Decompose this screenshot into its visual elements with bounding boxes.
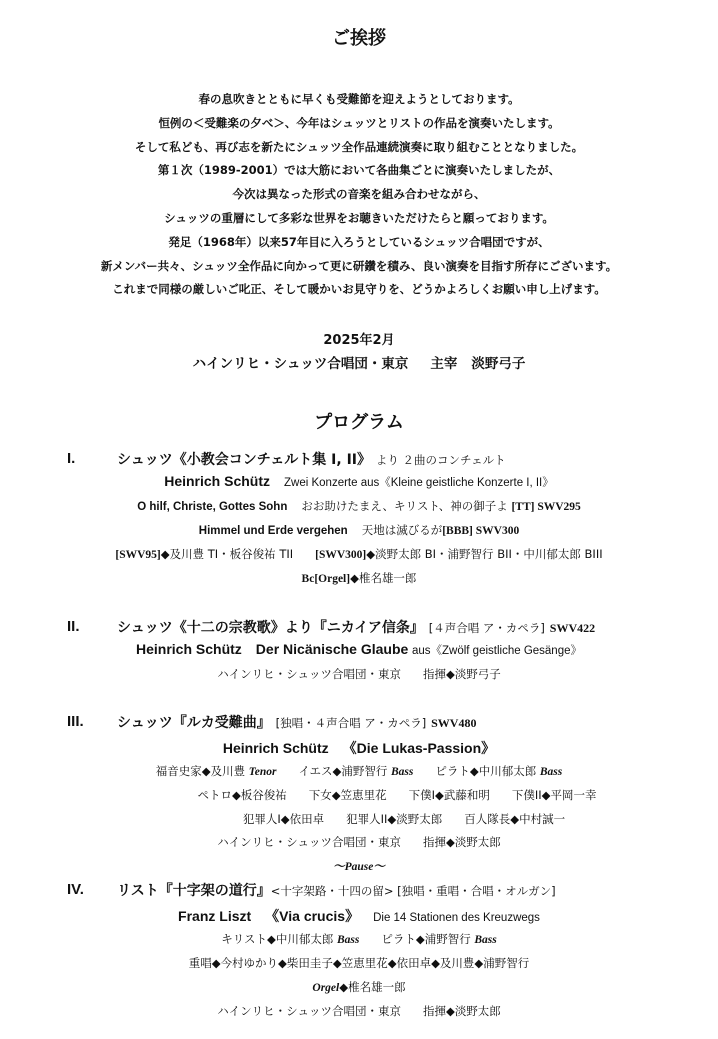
section-heading-sub: [独唱・４声合唱 ア・カペラ] (275, 716, 427, 730)
piece-catalog: [TT] SWV295 (511, 501, 581, 513)
cast-role: キリスト◆中川郁太郎 (221, 932, 334, 946)
composer: Franz Liszt (178, 908, 252, 924)
cast-role: 百人隊長◆中村誠一 (464, 812, 566, 826)
signature-role: 主宰 (430, 356, 458, 372)
piece-title-ja: 天地は滅びるが (361, 523, 443, 537)
work-title: 《Via crucis》 (265, 908, 360, 924)
greeting-text (0, 88, 718, 302)
conductor: 指揮◆淡野弓子 (422, 667, 501, 681)
section-heading-text: シュッツ《十二の宗教歌》より『ニカイア信条』 (117, 620, 424, 636)
section-catalog: SWV480 (431, 716, 477, 730)
greeting-line: 恒例の＜受難楽の夕べ＞、今年はシュッツとリストの作品を演奏いたします。 (158, 115, 560, 130)
section-heading-sub: [４声合唱 ア・カペラ] (428, 621, 545, 635)
greeting-line: そして私ども、再び志を新たにシュッツ全作品連続演奏に取り組むこととなりました。 (134, 139, 584, 154)
choir: ハインリヒ・シュッツ合唱団・東京 (217, 835, 401, 849)
greeting-line: 春の息吹きとともに早くも受難節を迎えようとしております。 (198, 92, 520, 106)
organist: ◆椎名雄一郎 (339, 980, 406, 994)
section-catalog: SWV422 (549, 621, 596, 635)
cast-role: 下女◆笠恵里花 (308, 788, 387, 802)
organ-line (0, 979, 718, 995)
work-title: Der Nicänische Glaube (255, 641, 409, 657)
greeting-signature (0, 352, 718, 372)
cast-role: イエス◆浦野智行 (298, 764, 388, 778)
choir-line (0, 1003, 718, 1019)
ensemble-line: 重唱◆今村ゆかり◆柴田圭子◆笠恵里花◆依田卓◆及川豊◆浦野智行 (188, 956, 530, 970)
piece-title-ja: おお助けたまえ、キリスト、神の御子よ (301, 499, 508, 513)
greeting-line: 第１次（1989-2001）では大筋において各曲集ごとに演奏いたしましたが、 (157, 163, 561, 178)
composer-line (0, 641, 718, 658)
composer: Heinrich Schütz (136, 641, 242, 657)
cast-role: 下僕II◆平岡一幸 (511, 788, 597, 802)
section-numeral: II. (67, 618, 80, 635)
cast-line (38, 787, 718, 803)
cast-line (0, 763, 718, 779)
work-title: 《Die Lukas-Passion》 (342, 740, 496, 756)
composer-line (0, 473, 718, 490)
piece-title-de: O hilf, Christe, Gottes Sohn (137, 501, 288, 513)
section-heading-text: シュッツ《小教会コンチェルト集 I, II》 (117, 452, 371, 468)
continuo-player: ◆椎名雄一郎 (350, 571, 417, 585)
section-heading-text: シュッツ『ルカ受難曲』 (117, 715, 271, 731)
performers-line (0, 546, 718, 562)
cast-role: ピラト◆中川郁太郎 (435, 764, 537, 778)
greeting-line: 発足（1968年）以来57年目に入ろうとしているシュッツ合唱団ですが、 (168, 234, 550, 249)
greeting-line: 今次は異なった形式の音楽を組み合わせながら、 (232, 187, 486, 202)
cast-line (0, 931, 718, 947)
section-heading (117, 617, 595, 637)
piece-catalog: [BBB] SWV300 (442, 525, 520, 537)
choir: ハインリヒ・シュッツ合唱団・東京 (217, 1004, 401, 1018)
piece-title-de: Himmel und Erde vergehen (198, 525, 348, 537)
signature-name: 淡野弓子 (471, 356, 526, 372)
section-heading-sub: より ２曲のコンチェルト (375, 453, 506, 467)
section-numeral: IV. (67, 881, 84, 898)
cast-role: 犯罪人I◆依田卓 (242, 812, 325, 826)
work-subtitle: Die 14 Stationen des Kreuzwegs (373, 912, 540, 924)
composer-line (0, 738, 718, 758)
voice-type: Bass (337, 934, 360, 946)
signature-org: ハインリヒ・シュッツ合唱団・東京 (192, 356, 409, 372)
pause-marker: 〜Pause〜 (333, 861, 385, 873)
section-heading (117, 880, 556, 900)
greeting-line: 新メンバー共々、シュッツ全作品に向かって更に研鑽を積み、良い演奏を目指す所存にございます。 (100, 258, 618, 273)
performers: ◆及川豊 TI・板谷俊祐 TII (160, 547, 294, 561)
voice-type: Bass (539, 766, 563, 778)
cast-role: 下僕I◆武藤和明 (408, 788, 490, 802)
cast-role: 犯罪人II◆淡野太郎 (346, 812, 443, 826)
greeting-line: これまで同様の厳しいご叱正、そして暖かいお見守りを、どうかよろしくお願い申し上げます。 (112, 282, 606, 297)
choir-line (0, 834, 718, 850)
piece-line (0, 522, 718, 538)
conductor: 指揮◆淡野太郎 (422, 835, 501, 849)
composer: Heinrich Schütz (222, 740, 329, 756)
voice-type: Bass (391, 766, 414, 778)
program-title: プログラム (314, 412, 404, 433)
performer-catalog: [SWV300] (315, 549, 367, 561)
performer-catalog: [SWV95] (115, 549, 161, 561)
piece-line (0, 498, 718, 514)
composer: Heinrich Schütz (164, 473, 271, 489)
section-heading (117, 712, 476, 732)
organ-label: Orgel (312, 982, 340, 994)
greeting-title: ご挨拶 (332, 28, 386, 49)
section-heading-text: リスト『十字架の道行』 (117, 883, 271, 899)
performers: ◆淡野太郎 BI・浦野智行 BII・中川郁太郎 BIII (366, 547, 603, 561)
voice-type: Bass (474, 934, 497, 946)
composer-line (0, 906, 718, 926)
conductor: 指揮◆淡野太郎 (422, 1004, 501, 1018)
section-numeral: III. (67, 713, 84, 730)
section-numeral: I. (67, 450, 76, 467)
section-heading (117, 449, 506, 469)
greeting-line: シュッツの重層にして多彩な世界をお聴きいただけたらと願っております。 (164, 210, 554, 225)
cast-role: 福音史家◆及川豊 (155, 764, 246, 778)
cast-role: ペトロ◆板谷俊祐 (197, 788, 287, 802)
work-source: aus《Zwölf geistliche Gesänge》 (411, 645, 582, 657)
choir-line (0, 666, 718, 682)
continuo-line (0, 570, 718, 586)
work-title: Zwei Konzerte aus《Kleine geistliche Konzerte I, II》 (284, 477, 554, 489)
voice-type: Tenor (248, 766, 277, 778)
cast-line (45, 811, 718, 827)
continuo-label: Bc[Orgel] (301, 573, 351, 585)
greeting-date: 2025年2月 (323, 333, 395, 348)
cast-role: ピラト◆浦野智行 (381, 932, 471, 946)
section-heading-sub: <十字架路・十四の留> [独唱・重唱・合唱・オルガン] (270, 884, 556, 898)
choir: ハインリヒ・シュッツ合唱団・東京 (217, 667, 401, 681)
